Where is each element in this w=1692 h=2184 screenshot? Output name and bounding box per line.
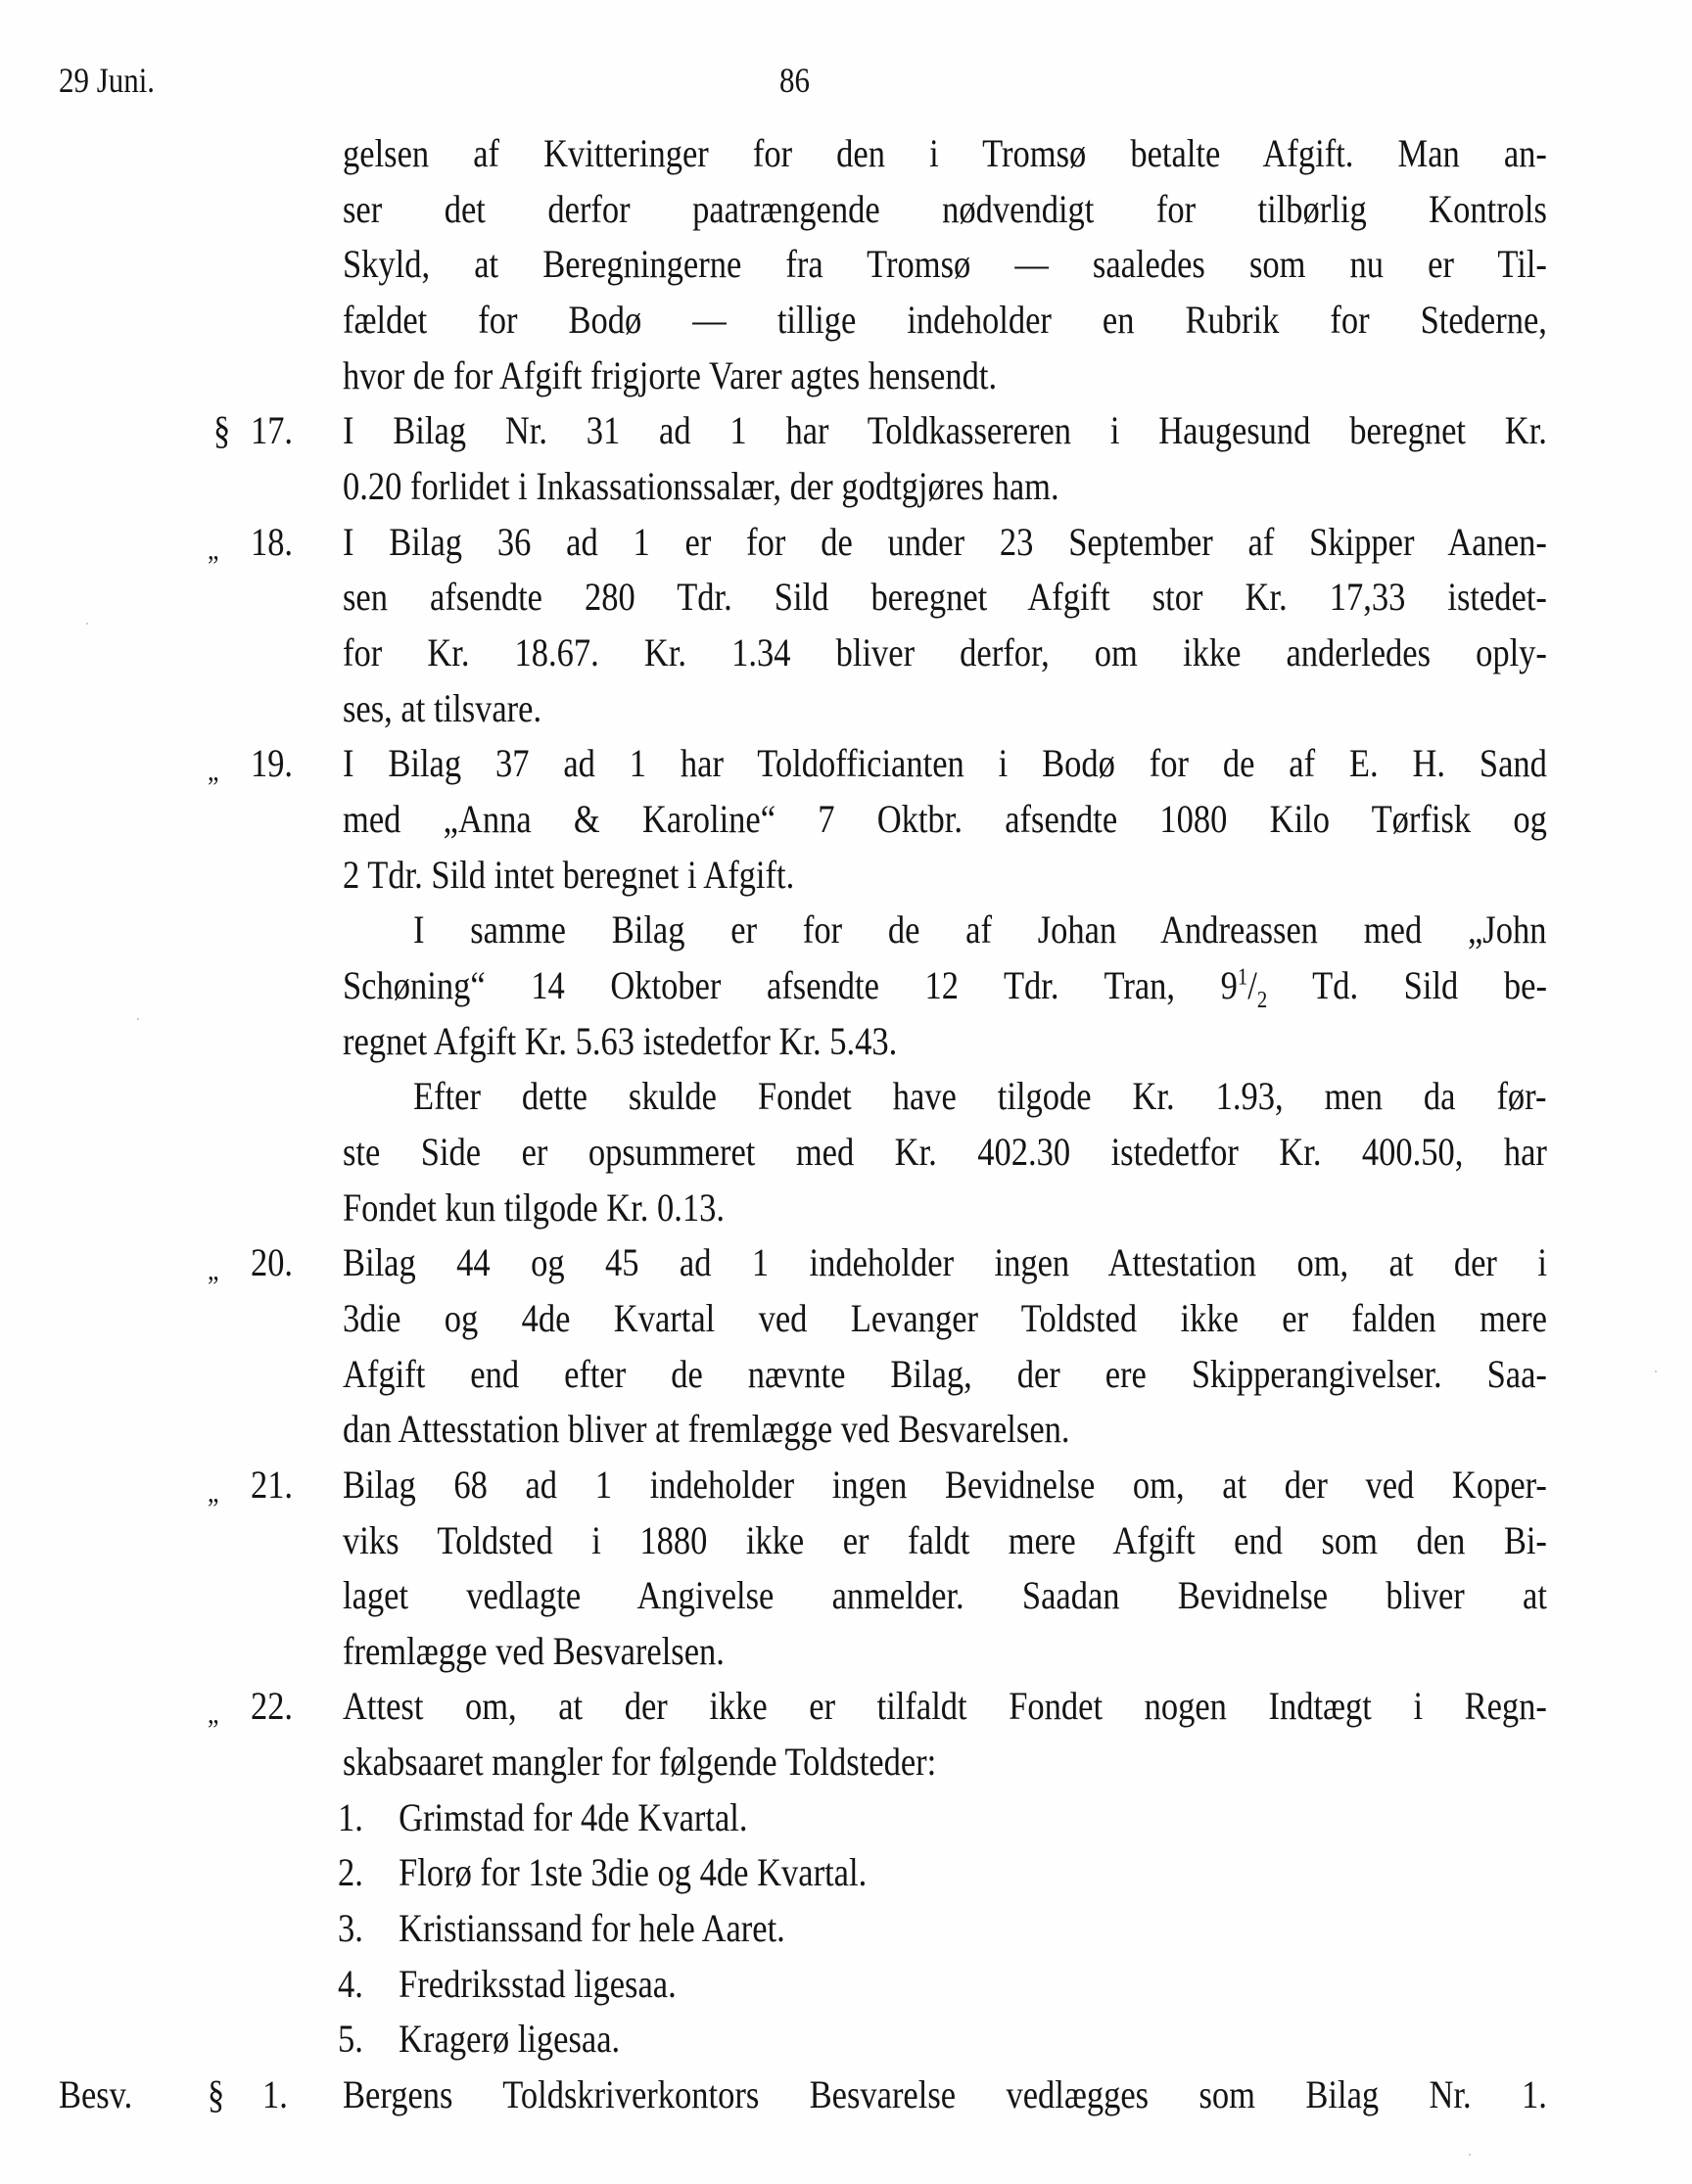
text-line: for Kr. 18.67. Kr. 1.34 bliver derfor, om ikke anderledes oply- — [343, 629, 1547, 674]
section-number: 21. — [251, 1462, 293, 1507]
section-number: 17. — [251, 408, 293, 453]
list-item: 1. Grimstad for 4de Kvartal. — [338, 1793, 1542, 1842]
list-number: 2. — [338, 1850, 363, 1895]
section-number: 19. — [251, 741, 293, 786]
section-number: 20. — [251, 1240, 293, 1285]
text-line: dan Attesstation bliver at fremlægge ved Besvarelsen. — [343, 1407, 1070, 1452]
text-line: hvor de for Afgift frigjorte Varer agtes hensendt. — [343, 352, 998, 397]
ditto-mark: „ — [208, 533, 219, 566]
text-line: ses, at tilsvare. — [343, 685, 542, 730]
text-line: Schøning“ 14 Oktober afsendte 12 Tdr. Tran, $9^1/_2$ Td. Sild be- — [343, 962, 1547, 1013]
section-number: 18. — [251, 519, 293, 564]
scan-speck — [86, 623, 88, 625]
text-line: I Bilag 37 ad 1 har Toldofficianten i Bodø for de af E. H. Sand — [343, 741, 1547, 786]
ditto-mark: „ — [208, 755, 219, 788]
list-item: 4. Fredriksstad ligesaa. — [338, 1960, 1542, 2009]
page-number: 86 — [779, 61, 810, 100]
ditto-mark: „ — [208, 1697, 219, 1731]
text-line: Fondet kun tilgode Kr. 0.13. — [343, 1185, 726, 1230]
text-line: Bilag 44 og 45 ad 1 indeholder ingen Attestation om, at der i — [343, 1240, 1547, 1285]
text-line: 3die og 4de Kvartal ved Levanger Toldsted ikke er falden mere — [343, 1295, 1547, 1340]
scan-speck — [137, 1018, 139, 1020]
list-item: 3. Kristianssand for hele Aaret. — [338, 1904, 1542, 1953]
section-sign: § — [208, 2072, 225, 2117]
text-line: Efter dette skulde Fondet have tilgode Kr. 1.93, men da før- — [413, 1074, 1547, 1119]
section-number: 22. — [251, 1684, 293, 1729]
text-line: viks Toldsted i 1880 ikke er faldt mere Afgift end som den Bi- — [343, 1517, 1547, 1562]
ditto-mark: „ — [208, 1475, 219, 1509]
list-number: 1. — [338, 1794, 363, 1839]
text-line: laget vedlagte Angivelse anmelder. Saadan Bevidnelse bliver at — [343, 1573, 1547, 1618]
scan-speck — [1655, 1371, 1657, 1372]
text-line: 0.20 forlidet i Inkassationssalær, der godtgjøres ham. — [343, 463, 1059, 508]
text-line: Bilag 68 ad 1 indeholder ingen Bevidnelse om, at der ved Koper- — [343, 1462, 1547, 1507]
ditto-mark: „ — [208, 1254, 219, 1287]
text-line: I samme Bilag er for de af Johan Andreassen med „John — [413, 907, 1547, 953]
margin-label-besv: Besv. — [59, 2072, 133, 2117]
text-line: med „Anna & Karoline“ 7 Oktbr. afsendte 1080 Kilo Tørfisk og — [343, 796, 1547, 841]
text-line: Bergens Toldskriverkontors Besvarelse vedlægges som Bilag Nr. 1. — [343, 2072, 1547, 2117]
list-number: 4. — [338, 1961, 363, 2006]
text-line: gelsen af Kvitteringer for den i Tromsø betalte Afgift. Man an- — [343, 131, 1547, 175]
list-item: 5. Kragerø ligesaa. — [338, 2015, 1542, 2064]
fraction-numerator: 1 — [1237, 964, 1248, 991]
text-line: fremlægge ved Besvarelsen. — [343, 1628, 725, 1673]
text-line: 2 Tdr. Sild intet beregnet i Afgift. — [343, 852, 795, 897]
text-line: ser det derfor paatrængende nødvendigt for tilbørlig Kontrols — [343, 186, 1547, 231]
text-line: sen afsendte 280 Tdr. Sild beregnet Afgift stor Kr. 17,33 istedet- — [343, 575, 1547, 620]
scan-speck — [1469, 2154, 1471, 2156]
list-number: 5. — [338, 2017, 363, 2062]
margin-date: 29 Juni. — [59, 61, 156, 100]
list-number: 3. — [338, 1906, 363, 1951]
section-number: 1. — [262, 2072, 288, 2117]
text-line: ste Side er opsummeret med Kr. 402.30 istedetfor Kr. 400.50, har — [343, 1129, 1547, 1174]
text-line: Afgift end efter de nævnte Bilag, der ere Skipperangivelser. Saa- — [343, 1351, 1547, 1396]
text-line: regnet Afgift Kr. 5.63 istedetfor Kr. 5.43. — [343, 1018, 898, 1063]
text-line: I Bilag 36 ad 1 er for de under 23 September af Skipper Aanen- — [343, 519, 1547, 564]
text-line: skabsaaret mangler for følgende Toldsteder: — [343, 1740, 937, 1785]
section-sign: § — [213, 408, 231, 453]
text-line: fældet for Bodø — tillige indeholder en Rubrik for Stederne, — [343, 297, 1547, 342]
text-line: Attest om, at der ikke er tilfaldt Fondet nogen Indtægt i Regn- — [343, 1684, 1547, 1729]
list-item: 2. Florø for 1ste 3die og 4de Kvartal. — [338, 1848, 1542, 1897]
fraction-denominator: 2 — [1256, 987, 1268, 1013]
text-line: Skyld, at Beregningerne fra Tromsø — saaledes som nu er Til- — [343, 242, 1547, 287]
text-line: I Bilag Nr. 31 ad 1 har Toldkassereren i Haugesund beregnet Kr. — [343, 408, 1547, 453]
